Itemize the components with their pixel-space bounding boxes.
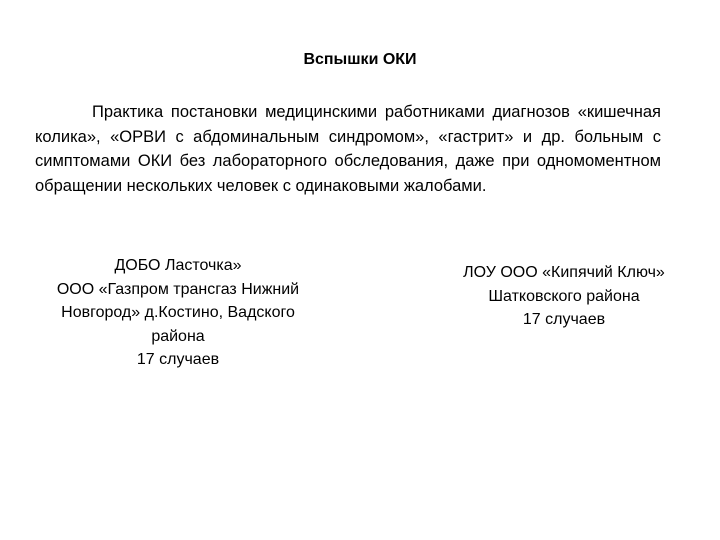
caption-left-line-4: района	[151, 327, 205, 345]
outbreak-caption-left	[28, 254, 328, 372]
caption-right-line-2: Шатковского района	[488, 287, 640, 305]
caption-right-line-1: ЛОУ ООО «Кипячий Ключ»	[463, 264, 665, 281]
caption-left-line-5: 17 случаев	[136, 351, 220, 368]
caption-left-line-2: ООО «Газпром трансгаз Нижний	[56, 280, 300, 298]
caption-right-line-3: 17 случаев	[522, 311, 606, 328]
slide-title: Вспышки ОКИ	[303, 51, 417, 68]
main-paragraph: Практика постановки медицинскими работниками диагнозов «кишечная колика», «ОРВИ с абдоминальным синдромом», «гастрит» и др. больным с симптомами ОКИ без лабораторного обследования, даже при одномоментном обращении нескольких человек с одинаковыми жалобами.	[35, 103, 661, 195]
caption-left-line-3: Новгород» д.Костино, Вадского	[61, 304, 295, 321]
caption-left-line-1: ДОБО Ласточка»	[114, 257, 242, 274]
outbreak-caption-right	[432, 261, 696, 332]
